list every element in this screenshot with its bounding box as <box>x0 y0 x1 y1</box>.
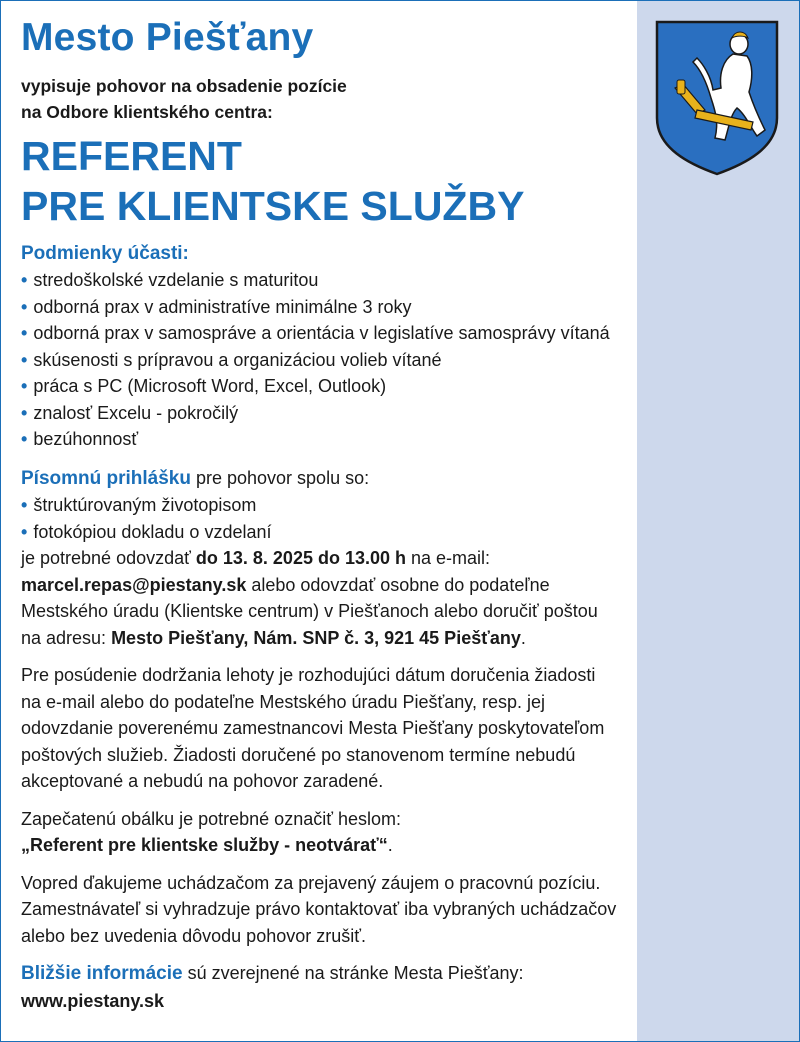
list-item: • odborná prax v administratíve minimálne 3 roky <box>21 296 412 317</box>
paragraph-line: odovzdanie poverenému zamestnancovi Mesta Piešťany poskytovateľom <box>21 718 605 738</box>
list-item: • práca s PC (Microsoft Word, Excel, Outlook) <box>21 376 387 396</box>
list-item: • odborná prax v samospráve a orientácia v legislatíve samosprávy vítaná <box>21 323 610 343</box>
paragraph-line: na e-mail alebo do podateľne Mestského úradu Piešťany, resp. jej <box>21 691 545 712</box>
list-item: • znalosť Excelu - pokročilý <box>21 402 239 423</box>
position-title <box>21 131 766 231</box>
envelope-keyword-post: . <box>387 835 393 855</box>
application-heading-rest: pre pohovor spolu so: <box>190 467 370 488</box>
list-item: • bezúhonnosť <box>21 429 139 449</box>
more-info-line <box>21 960 766 988</box>
position-line: PRE KLIENTSKE SLUŽBY <box>21 183 525 229</box>
more-info <box>21 960 766 1014</box>
more-info-heading: Bližšie informácie <box>21 963 183 984</box>
list-item-text: bezúhonnosť <box>33 429 139 449</box>
list-item-text: skúsenosti s prípravou a organizáciou volieb vítané <box>33 349 442 370</box>
position-line: REFERENT <box>21 133 242 179</box>
intro-text <box>21 73 766 125</box>
envelope-keyword-line <box>21 832 766 859</box>
office-line: Mestského úradu (Klientske centrum) v Piešťanoch alebo doručiť poštou <box>21 601 598 621</box>
list-item: • štruktúrovaným životopisom <box>21 495 257 515</box>
more-info-rest: sú zverejnené na stránke Mesta Piešťany: <box>182 963 524 983</box>
website-link[interactable]: www.piestany.sk <box>21 990 165 1011</box>
list-item-text: práca s PC (Microsoft Word, Excel, Outlook) <box>33 376 387 396</box>
paragraph-line: Pre posúdenie dodržania lehoty je rozhodujúci dátum doručenia žiadosti <box>21 665 596 685</box>
paragraph-line: alebo bez uvedenia dôvodu pohovor zrušiť. <box>21 925 366 946</box>
contact-email[interactable]: marcel.repas@piestany.sk <box>21 574 247 595</box>
list-item-text: fotokópiou dokladu o vzdelaní <box>33 521 272 542</box>
deadline-post: na e-mail: <box>406 548 491 568</box>
conditions-heading: Podmienky účasti: <box>21 243 189 264</box>
intro-line: na Odbore klientského centra: <box>21 102 273 122</box>
email-line <box>21 572 766 599</box>
list-item-text: stredoškolské vzdelanie s maturitou <box>33 270 319 290</box>
list-item: • skúsenosti s prípravou a organizáciou volieb vítané <box>21 349 442 370</box>
email-post: alebo odovzdať osobne do podateľne <box>246 574 550 595</box>
list-item-text: odborná prax v administratíve minimálne 3 roky <box>33 296 412 317</box>
poster-content <box>21 15 766 1014</box>
address-pre: na adresu: <box>21 627 112 648</box>
city-title: Mesto Piešťany <box>21 16 314 59</box>
paragraph-line: poštových služieb. Žiadosti doručené po stanovenom termíne nebudú <box>21 744 576 765</box>
paragraph-line: akceptované a nebudú na pohovor zaradené. <box>21 771 384 791</box>
envelope-keyword: „Referent pre klientske služby - neotvárať“ <box>21 835 388 855</box>
list-item-text: znalosť Excelu - pokročilý <box>33 402 239 423</box>
envelope-note <box>21 806 766 859</box>
thanks-note <box>21 870 766 950</box>
paragraph-line: Vopred ďakujeme uchádzačom za prejavený záujem o pracovnú pozíciu. <box>21 872 601 893</box>
postal-address: Mesto Piešťany, Nám. SNP č. 3, 921 45 Piešťany <box>111 627 521 648</box>
conditions-list <box>21 267 766 453</box>
list-item-text: odborná prax v samospráve a orientácia v legislatíve samosprávy vítaná <box>33 323 610 343</box>
application-heading-label: Písomnú prihlášku <box>21 467 191 489</box>
list-item: • stredoškolské vzdelanie s maturitou <box>21 270 319 290</box>
application-list <box>21 492 766 545</box>
address-line <box>21 625 766 652</box>
website-line <box>21 988 766 1015</box>
address-post: . <box>520 627 526 648</box>
list-item: • fotokópiou dokladu o vzdelaní <box>21 521 272 542</box>
intro-line: vypisuje pohovor na obsadenie pozície <box>21 76 347 96</box>
paragraph-line: Zapečatenú obálku je potrebné označiť heslom: <box>21 808 401 829</box>
deadline-pre: je potrebné odovzdať <box>21 548 196 568</box>
paragraph-line: Zamestnávateľ si vyhradzuje právo kontaktovať iba vybraných uchádzačov <box>21 899 617 919</box>
deadline-line <box>21 545 766 572</box>
deadline-date: do 13. 8. 2025 do 13.00 h <box>195 548 406 568</box>
application-heading <box>21 465 766 493</box>
list-item-text: štruktúrovaným životopisom <box>33 495 257 515</box>
deadline-note <box>21 662 766 795</box>
